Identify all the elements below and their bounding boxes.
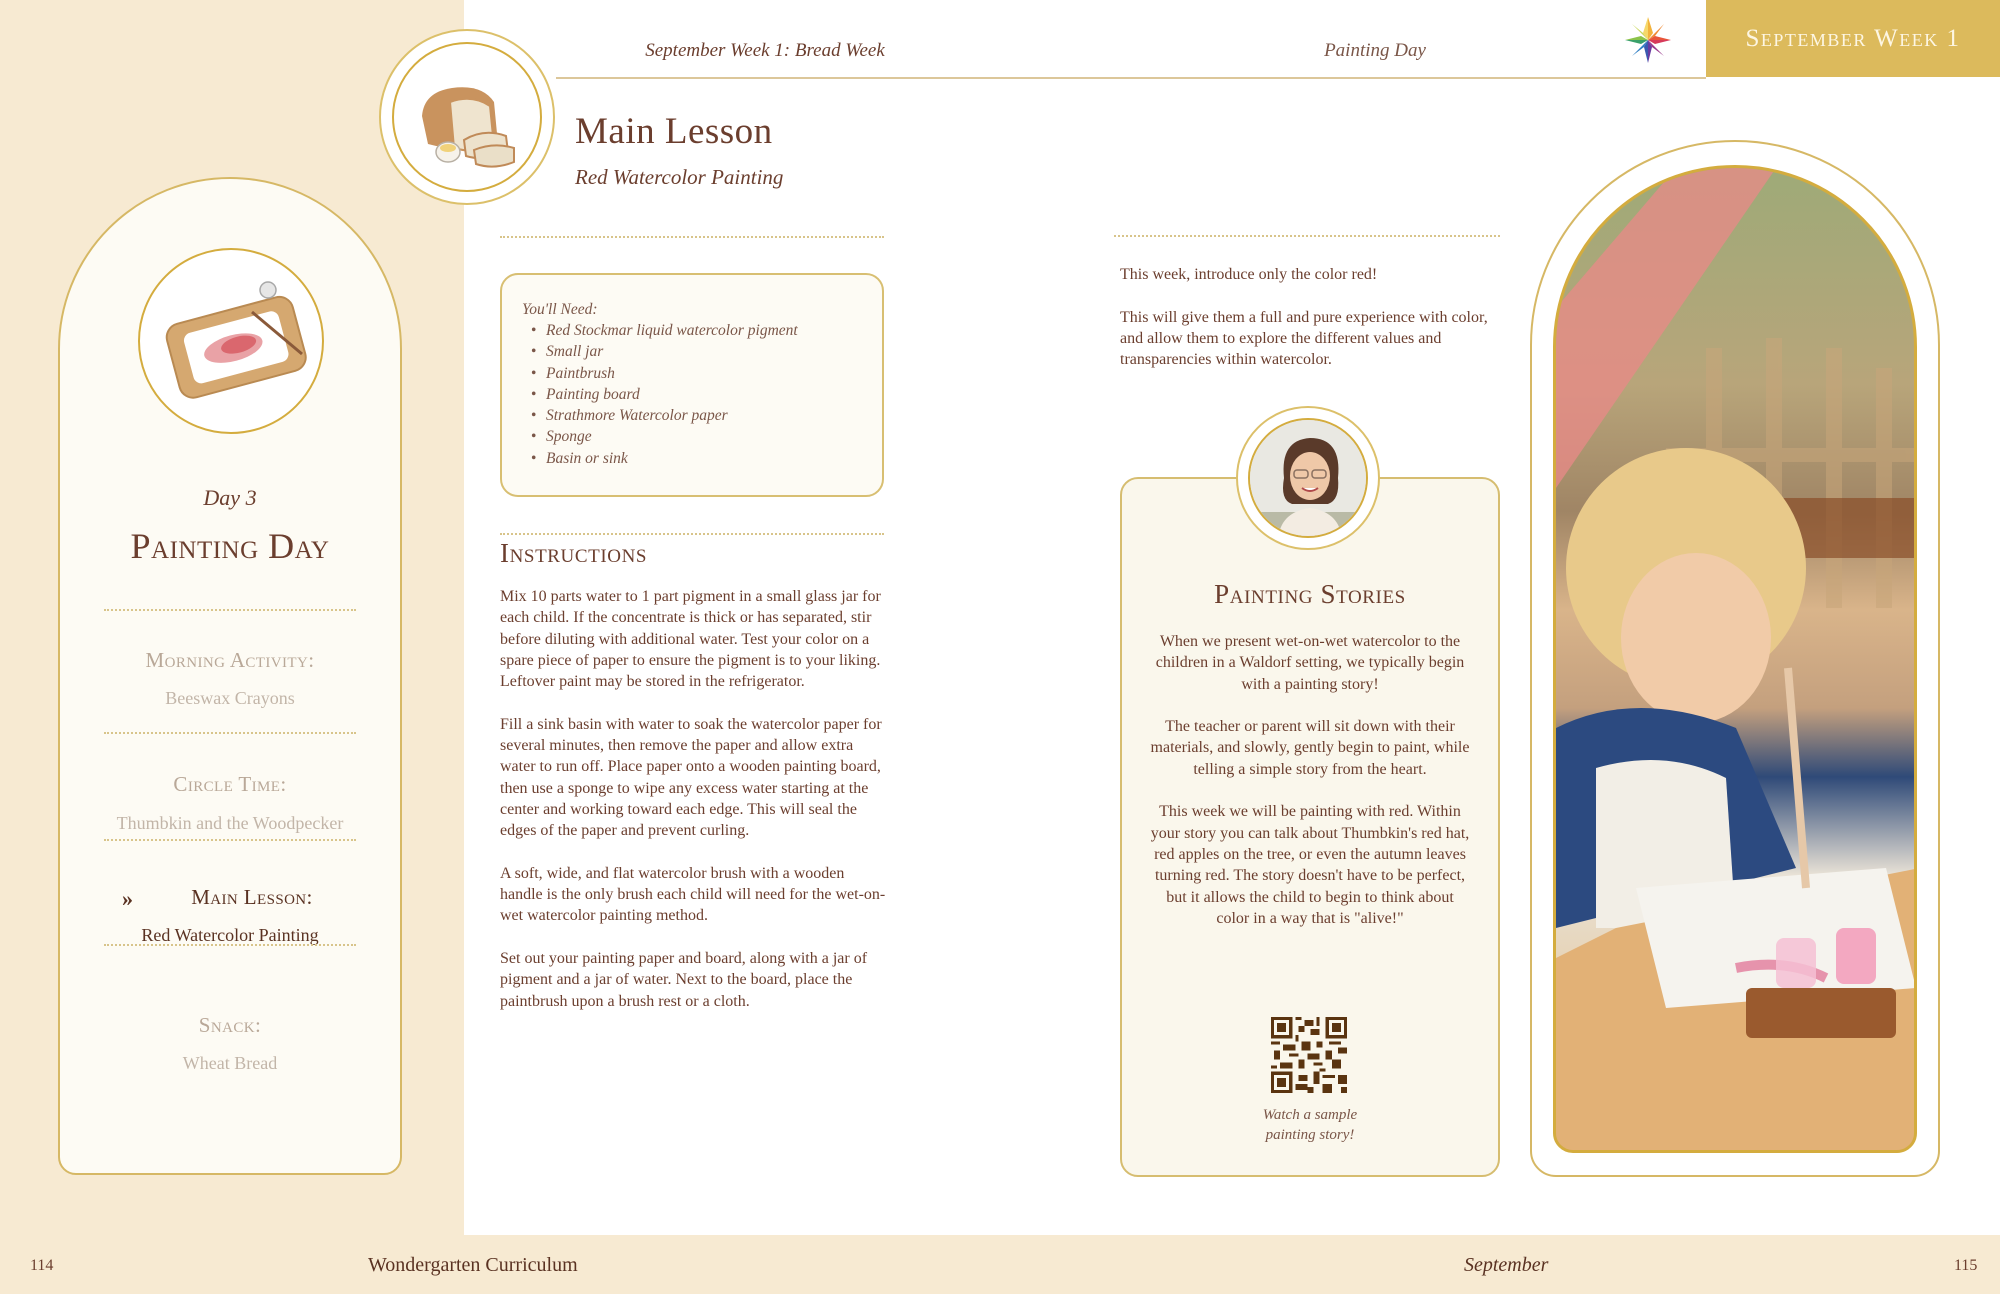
stories-paragraph: When we present wet-on-wet watercolor to the children in a Waldorf setting, we typically begin with a painting story!	[1155, 633, 1465, 693]
divider	[500, 533, 884, 535]
materials-item: • Strathmore Watercolor paper	[546, 405, 862, 426]
page-number-right: 115	[1954, 1257, 1978, 1274]
instructions-body	[500, 586, 890, 1033]
divider	[1114, 235, 1500, 237]
painting-board-illustration	[138, 248, 324, 434]
instructions-paragraph: Mix 10 parts water to 1 part pigment in a small glass jar for each child. If the concentrate is thick or has separated, stir before diluting with additional water. Test your color on a spare piece of paper to ensure the pigment is to your liking. Leftover paint may be stored in the refrigerator.	[500, 588, 881, 691]
qr-caption	[1120, 1105, 1500, 1145]
instructions-heading: Instructions	[500, 538, 648, 568]
schedule-value-morning-activity: Beeswax Crayons	[165, 688, 295, 708]
running-header-day: Painting Day	[1324, 40, 1426, 61]
stories-paragraph: This week we will be painting with red. Within your story you can talk about Thumbkin's red hat, red apples on the tree, or even the autumn leaves turning red. The story doesn't have to be perfect, but it allows the child to begin to think about color in a way that is "alive!"	[1150, 803, 1470, 927]
painting-board-icon	[140, 250, 324, 434]
stories-paragraph: The teacher or parent will sit down with their materials, and slowly, gently begin to paint, while telling a simple story from the heart.	[1150, 718, 1470, 778]
avatar	[1248, 418, 1368, 538]
materials-heading: You'll Need:	[522, 301, 598, 318]
book-title: Wondergarten Curriculum	[368, 1254, 578, 1276]
materials-list	[522, 320, 862, 469]
photo-illustration-icon	[1556, 168, 1917, 1153]
schedule-label-circle-time: Circle Time:	[173, 772, 287, 796]
day-title: Painting Day	[130, 526, 330, 566]
rainbow-star-icon	[1624, 16, 1672, 64]
qr-code-icon[interactable]	[1271, 1017, 1347, 1093]
divider	[104, 732, 356, 734]
materials-box	[500, 273, 884, 497]
child-painting-photo	[1553, 165, 1917, 1153]
intro-text	[1120, 264, 1510, 392]
schedule-label-morning-activity: Morning Activity:	[145, 648, 315, 672]
day-number: Day 3	[203, 485, 257, 510]
materials-item: • Painting board	[546, 384, 862, 405]
running-header-week: September Week 1: Bread Week	[645, 40, 885, 61]
instructions-paragraph: Fill a sink basin with water to soak the watercolor paper for several minutes, then remove the paper and allow extra water to run off. Place paper onto a wooden painting board, then use a sponge to wipe any excess water starting at the center and working toward each edge. This will seal the edges of the paper and prevent curling.	[500, 715, 882, 840]
page-number-left: 114	[30, 1257, 54, 1274]
schedule-label-snack: Snack:	[198, 1013, 262, 1037]
instructions-paragraph: Set out your painting paper and board, along with a jar of pigment and a jar of water. Next to the board, place the paintbrush upon a brush rest or a cloth.	[500, 950, 868, 1010]
page-subtitle: Red Watercolor Painting	[575, 165, 784, 189]
author-portrait-icon	[1250, 420, 1368, 538]
painting-stories-heading: Painting Stories	[1214, 579, 1406, 609]
divider	[104, 839, 356, 841]
section-name: September	[1464, 1254, 1549, 1276]
materials-item: • Paintbrush	[546, 363, 862, 384]
bread-icon	[394, 44, 542, 192]
divider	[104, 944, 356, 946]
materials-item: • Basin or sink	[546, 448, 862, 469]
schedule-value-snack: Wheat Bread	[182, 1053, 278, 1073]
qr-caption-line: painting story!	[1265, 1127, 1355, 1143]
intro-paragraph: This week, introduce only the color red!	[1120, 266, 1378, 283]
materials-item: • Red Stockmar liquid watercolor pigment	[546, 320, 862, 341]
current-item-chevron-icon: »	[122, 886, 130, 911]
intro-paragraph: This will give them a full and pure experience with color, and allow them to explore the different values and transparencies within watercolor.	[1120, 308, 1488, 369]
schedule-value-circle-time: Thumbkin and the Woodpecker	[116, 813, 344, 833]
painting-stories-body	[1150, 631, 1470, 950]
schedule-label-main-lesson: Main Lesson:	[191, 885, 313, 909]
materials-item: • Small jar	[546, 341, 862, 362]
schedule-value-main-lesson: Red Watercolor Painting	[141, 925, 319, 945]
header-rule	[556, 77, 1706, 79]
week-badge: September Week 1	[1706, 0, 2000, 77]
divider	[500, 236, 884, 238]
materials-item: • Sponge	[546, 426, 862, 447]
divider	[104, 609, 356, 611]
qr-caption-line: Watch a sample	[1262, 1107, 1358, 1123]
footer-background	[0, 1235, 2000, 1294]
instructions-paragraph: A soft, wide, and flat watercolor brush with a wooden handle is the only brush each child will need for the wet-on-wet watercolor painting method.	[500, 864, 886, 925]
page-title: Main Lesson	[575, 111, 773, 152]
bread-loaf-illustration	[392, 42, 542, 192]
